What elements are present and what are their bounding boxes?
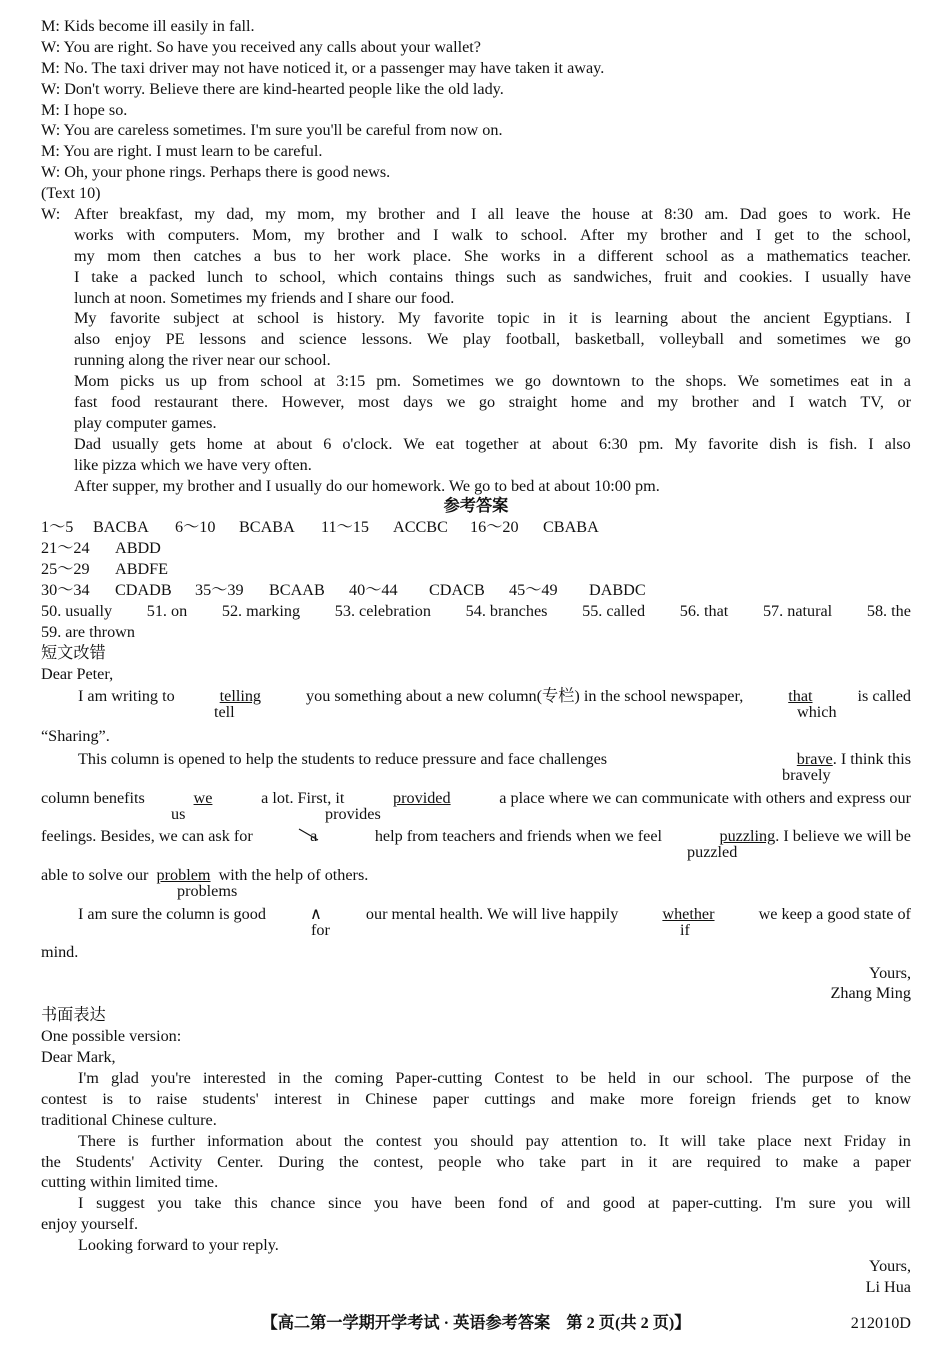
correction-word: tell — [214, 702, 235, 721]
text10-line: After supper, my brother and I usually do our homework. We go to bed at about 10:00 pm. — [74, 476, 660, 495]
correction-word: for — [311, 920, 330, 939]
text10-line: I take a packed lunch to school, which contains things such as sandwiches, fruit and cookies. I usually have — [74, 267, 911, 286]
fill-answers-line: 50. usually 51. on 52. marking 53. celebration 54. branches 55. called 56. that 57. natural 58. the — [41, 601, 911, 620]
fill-answers-line: 59. are thrown — [41, 622, 135, 641]
error-word: whether — [662, 904, 715, 923]
dialogue-line: M: I hope so. — [41, 100, 128, 119]
correction-body: I am writing to telling you something about a new column(专栏) in the school newspaper, that is called tell which “Sharing”. This column is opened to help the students to reduce pressure and face challenges brave. I think this bravely column benefits we a lot. First, it provided a place where we can communicate with others and express our us provides feelings. Besides, we can ask for a help from teachers and friends when we feel puzzling. I believe we will be puzzled able to solve our problem with the help of others. problems I am sure the column is good ∧ our mental health. We will live happily whether we keep a good state of for if mind. — [41, 686, 911, 961]
text10-monologue: W: After breakfast, my dad, my mom, my brother and I all leave the house at 8:30 am. Dad goes to work. He works with computers. Mom, my brother and I walk to school. After my brother and I get to the school, my mom then catches a bus to her work place. She works in a different school as a mathematics teacher. I take a packed lunch to school, which contains things such as sandwiches, fruit and cookies. I usually have lunch at noon. Sometimes my friends and I share our food. My favorite subject at school is history. My favorite topic in it is learning about the ancient Egyptians. I also enjoy PE lessons and science lessons. We play football, basketball, volleyball and sometimes we go running along the river near our school. Mom picks us up from school at 3:15 pm. Sometimes we go downtown to the shops. We sometimes eat in a fast food restaurant there. However, most days we go straight home and my brother and I watch TV, or play computer games. Dad usually gets home at about 6 o'clock. We eat together at about 6:30 pm. My favorite dish is fish. I also like pizza which we have very often. After supper, my brother and I usually do our homework. We go to bed at about 10:00 pm. — [41, 205, 911, 495]
text10-line: My favorite subject at school is history. My favorite topic in it is learning about the ancient Egyptians. I — [74, 309, 911, 328]
error-word: puzzling — [719, 826, 776, 845]
footer-label: 【高二第一学期开学考试 · 英语参考答案 第 2 页(共 2 页)】 — [261, 1314, 691, 1332]
dialogue-line: W: Don't worry. Believe there are kind-hearted people like the old lady. — [41, 79, 504, 98]
correction-greeting: Dear Peter, — [41, 664, 114, 683]
deleted-word: a — [310, 825, 317, 847]
correction-signature: Zhang Ming — [830, 984, 911, 1003]
answer-key-title: 参考答案 — [443, 497, 509, 516]
writing-title: 书面表达 — [41, 1006, 106, 1025]
correction-word: if — [680, 920, 690, 939]
text10-line: my mom then catches a bus to her work place. She works in a different school as a mathematics teacher. — [74, 246, 911, 265]
correction-title: 短文改错 — [41, 643, 106, 662]
answer-page — [41, 16, 911, 1298]
text10-line: running along the river near our school. — [74, 351, 331, 370]
dialogue-line: W: You are careless sometimes. I'm sure you'll be careful from now on. — [41, 121, 503, 140]
error-word: problem — [156, 865, 211, 884]
dialogue-line: W: Oh, your phone rings. Perhaps there is good news. — [41, 163, 391, 182]
correction-word: bravely — [782, 765, 831, 784]
dialogue-line: M: Kids become ill easily in fall. — [41, 17, 255, 35]
writing-line: traditional Chinese culture. — [41, 1110, 217, 1129]
answer-row: 21～24 ABDD — [41, 539, 161, 558]
writing-closing: Yours, — [869, 1256, 911, 1275]
page-footer — [41, 1312, 911, 1334]
text10-line: After breakfast, my dad, my mom, my brother and I all leave the house at 8:30 am. Dad goes to work. He — [74, 205, 911, 224]
writing-line: enjoy yourself. — [41, 1215, 139, 1234]
writing-line: the Students' Activity Center. During the contest, people who take part in it are required to make a paper — [41, 1152, 911, 1171]
correction-word: which — [797, 702, 837, 721]
correction-word: puzzled — [687, 842, 738, 861]
answer-row: 1～5 BACBA 6～10 BCABA 11～15 ACCBC 16～20 CBABA — [41, 518, 599, 537]
writing-line: cutting within limited time. — [41, 1173, 219, 1192]
correction-word: provides — [325, 804, 381, 823]
text10-line: fast food restaurant there. However, most days we go straight home and my brother and I watch TV, or — [74, 393, 911, 412]
writing-signature: Li Hua — [865, 1277, 911, 1296]
error-word: brave — [796, 749, 833, 768]
insert-caret: ∧ — [309, 904, 322, 923]
delete-mark-icon — [298, 828, 320, 842]
writing-line: I'm glad you're interested in the coming Paper-cutting Contest to be held in our school. The purpose of the — [78, 1068, 911, 1087]
writing-line: I suggest you take this chance since you have been fond of and good at paper-cutting. I'm sure you will — [78, 1194, 911, 1213]
writing-intro: One possible version: — [41, 1027, 182, 1046]
text10-line: lunch at noon. Sometimes my friends and I share our food. — [74, 288, 455, 307]
writing-line: contest is to raise students' interest in Chinese paper cuttings and make more foreign friends get to know — [41, 1089, 911, 1108]
footer-code: 212010D — [850, 1314, 911, 1332]
correction-closing: Yours, — [869, 963, 911, 982]
text10-line: Dad usually gets home at about 6 o'clock. We eat together at about 6:30 pm. My favorite dish is fish. I also — [74, 434, 911, 453]
dialogue-line: M: No. The taxi driver may not have noticed it, or a passenger may have taken it away. — [41, 58, 605, 77]
error-word: provided — [393, 788, 451, 807]
writing-body — [41, 1068, 911, 1256]
text10-line: play computer games. — [74, 413, 217, 432]
text10-line: works with computers. Mom, my brother and I walk to school. After my brother and I get to the school, — [74, 225, 911, 244]
error-word: that — [788, 686, 813, 705]
answer-row: 25～29 ABDFE — [41, 560, 169, 579]
correction-word: us — [171, 804, 186, 823]
answer-row: 30～34 CDADB 35～39 BCAAB 40～44 CDACB 45～49 DABDC — [41, 581, 646, 600]
dialogue-block — [41, 16, 911, 183]
writing-line: Looking forward to your reply. — [78, 1236, 279, 1255]
dialogue-line: M: You are right. I must learn to be careful. — [41, 142, 323, 161]
text10-label: (Text 10) — [41, 184, 101, 203]
dialogue-line: W: You are right. So have you received any calls about your wallet? — [41, 37, 481, 56]
text10-line: Mom picks us up from school at 3:15 pm. Sometimes we go downtown to the shops. We sometimes eat in a — [74, 372, 911, 391]
error-word: we — [193, 788, 213, 807]
writing-line: There is further information about the contest you should pay attention to. It will take place next Friday in — [78, 1131, 911, 1150]
text10-line: also enjoy PE lessons and science lessons. We play football, basketball, volleyball and sometimes we go — [74, 330, 911, 349]
error-word: telling — [219, 686, 262, 705]
text10-line: like pizza which we have very often. — [74, 455, 312, 474]
correction-word: problems — [177, 881, 238, 900]
writing-greeting: Dear Mark, — [41, 1048, 116, 1067]
